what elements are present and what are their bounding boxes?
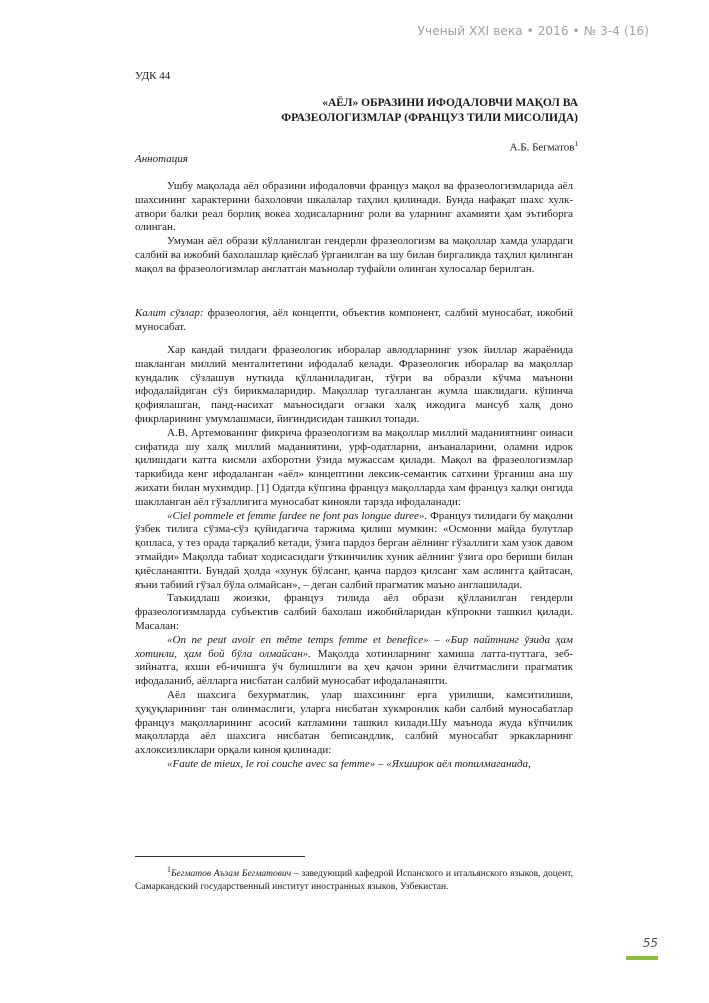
body-paragraph-7 [135, 758, 573, 772]
body-paragraph-1: Хар кандай тилдаги фразеологик иборалар авлодларнинг узок йиллар жараёнида шакланган миллий менталитетини ифодалаб келади. Фразеологик иборалар ва мақоллар кундалик сўзлашув нуткида қўлланиладиган, тўғри ва образли кўчма маънони ифодалайдиган сўз бирикмаларидир. Мақоллар тугалланган жумла шаклидаги. кўпинча қофиялашган, панд-насихат маъносидаги огзаки халқ ижодига мансуб халқ доно фикрларининг умумлашмаси, йиғиндисидан ташкил топади. [135, 344, 573, 425]
footnote-author-name: Бегматов Аъзам Бегматович [170, 869, 292, 880]
title-line-1: «АЁЛ» ОБРАЗИНИ ИФОДАЛОВЧИ МАҚОЛ ВА [322, 97, 578, 109]
keywords-paragraph [135, 307, 573, 335]
footnote-divider [135, 856, 305, 857]
body-paragraph-5-text: Мақолда хотинларнинг хамиша латта-путтага, зеб-зийнатга, яхши еб-ичишга ўч булишлиги ва ҳеч қачон эрини ёлчитмаслиги прагматик ифодаланиб, аёлларга нисбатан салбий муносабат ифодаланаяпти. [135, 647, 573, 688]
body-paragraph-6: Аёл шахсига бехурматлик, улар шахсининг ерга урилиши, камситилиши, ҳуқуқларининг тан олинмаслиги, уларга нисбатан хукмронлик каби салбий муносабатлар француз мақолларининг асосий катламини ташкил килади.Шу маънода жуда кўпчилик мақолларда аёл шахсига нисбатан беписандлик, салбий муносабат эркакларнинг ахлоксизликлари орқали киноя қилинади: [135, 688, 573, 757]
article-title [118, 96, 578, 126]
article-body [135, 344, 573, 772]
journal-header: Ученый XXI века • 2016 • № 3-4 (16) [417, 24, 649, 38]
footnote-text [135, 864, 573, 893]
abstract-paragraph-1: Ушбу мақолада аёл образини ифодаловчи француз мақол ва фразеологизмларида аёл шахсининг характерини бахоловчи шкалалар таҳлил қилинади. Бунда нафақат шахс хулк-атвори балки реал борлиқ вокеа ходисаларнинг роли ва уларнинг ахамияти ҳам эътиборга олинган. [135, 180, 573, 234]
udk-code: УДК 44 [135, 70, 171, 82]
page-number: 55 [642, 936, 658, 950]
keywords [135, 307, 573, 335]
author-line [510, 140, 578, 154]
footnote-body: – заведующий кафедрой Испанского и итальянского языков, доцент, Самаркандский государственный институт иностранных языков, Узбекистан. [135, 869, 573, 892]
page-number-box [626, 936, 658, 960]
footnote [135, 864, 573, 893]
proverb-quote-2: «On ne peut avoir en même temps femme et benefice» – «Бир пайтнинг ўзида ҳам хотинли, ҳам бой бўла олмайсан». [135, 633, 573, 660]
proverb-quote-3: «Faute de mieux, le roi couche avec sa femme» – «Яхширок аёл топилмаганида, [167, 757, 531, 770]
abstract-paragraph-2: Умуман аёл образи кўлланилган гендерли фразеологизм ва мақоллар хамда улардаги салбий ва ижобий бахолашлар қиёслаб ўрганилган ва шу билан биргаликда таҳлил қилинган мақол ва фразеологизмлар англатган маънолар туфайли олинган хулосалар берилган. [135, 235, 573, 275]
abstract [135, 180, 573, 277]
annotation-heading: Аннотация [135, 153, 188, 165]
keywords-label: Калит сўзлар: [135, 307, 204, 319]
proverb-quote-1: «Ciel pommele et femme fardee ne font pas longue duree». [167, 509, 428, 522]
title-line-2: ФРАЗЕОЛОГИЗМЛАР (ФРАНЦУЗ ТИЛИ МИСОЛИДА) [281, 112, 578, 124]
body-paragraph-5 [135, 634, 573, 689]
body-paragraph-3 [135, 510, 573, 593]
footnote-number: 1 [167, 865, 171, 874]
body-paragraph-4: Таъкидлаш жоизки, француз тилида аёл образи қўлланилган гендерли фразеологизмларда субъектив салбий бахолаш ижобийларидан кўпрокни ташкил қилади. Масалан: [135, 592, 573, 632]
body-paragraph-3-text: Француз тилидаги бу мақолни ўзбек тилига сўзма-сўз қуйидагича таржима қилиш мумкин: «Осмонни майда булутлар қопласа, у тез орада тарқалиб кетади, ўзига пардоз берган аёлнинг гўзаллиги хам узок давом этмайди» Мақолда табиат ходисасидаги ўткинчилик хуник аёлнинг ўзига оро бериши билан қиёсланаяпти. Бундай ҳолда «хунук бўлсанг, қанча пардоз қилсанг хам аслингга қайтасан, яъни табиий гўзал бўла олмайсан», – деган салбий прагматик маъно англашилади. [135, 509, 574, 591]
author-name: А.Б. Бегматов [509, 141, 575, 154]
page-accent-bar [626, 956, 658, 960]
body-paragraph-2: А.В. Артемованинг фикрича фразеологизм ва мақоллар миллий маданиятнинг оинаси сифатида шу халқ миллий маданиятини, урф-одатларни, анъаналарини, оламни идрок қилишдаги катта кисмли ахборотни ўзида мужассам қилади. Мақол ва фразеологизмлар таркибида кенг ифодаланган «аёл» концептини лексик-семантик сатхини ўрганиш ана шу жихати билан мухимдир. [1] Одатда кўпгина француз мақолларда хам француз халқи онгида шаклланган аёл гўзаллигига муносабат кинояли тарзда ифодаланади: [135, 426, 573, 508]
keywords-text: фразеология, аёл концепти, объектив компонент, салбий муносабат, ижобий муносабат. [135, 307, 574, 333]
footnote-marker: 1 [574, 140, 578, 148]
